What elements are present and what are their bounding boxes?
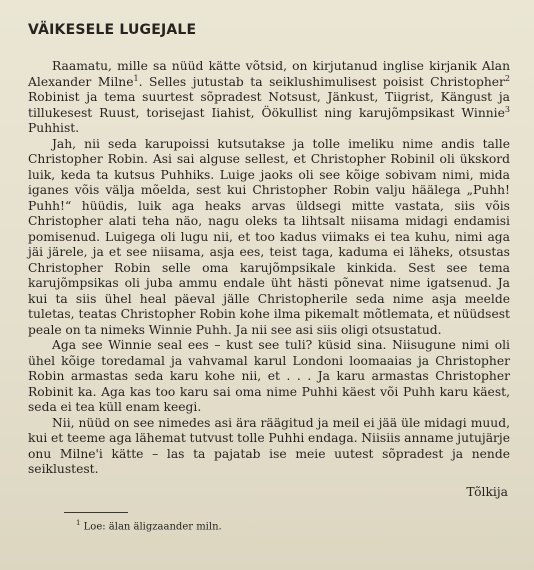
- paragraph-closing: Nii, nüüd on see nimedes asi ära räägitud ja meil ei jää üle midagi muud, kui et teeme aga lähemat tutvust tolle Puhhi endaga. Niisiis anname jutujärje onu Milne'i kätte – las ta pajatab ise meie uutest sõpradest ja nende seiklustest.: [28, 415, 510, 476]
- paragraph-name-origin: Jah, nii seda karupoissi kutsutakse ja tolle imeliku nime andis talle Christopher Robin. Asi sai alguse sellest, et Christopher Robinil oli ükskord luik, keda ta kutsus Puhhiks. Luige jaoks oli see kõige sobivam nimi, mida iganes võis välja mõelda, sest kui Christopher Robin valju häälega „Puhh! Puhh!“ hüüdis, luik aga heaks arvas üldsegi mitte vastata, siis võis Christopher alati teha näo, nagu oleks ta lihtsalt niisama midagi endamisi pomisenud. Luigega oli lugu nii, et too kadus viimaks ei tea kuhu, nimi aga jäi järele, ja et see niisama, asja ees, teist taga, kaduma ei läheks, otsustas Christopher Robin selle oma karujõmpsikale kinkida. Sest see tema karujõmpsikas oli juba ammu endale üht hästi põnevat nime igatsenud. Ja kui ta siis ühel heal päeval jälle Christopherile seda nime asja meelde tuletas, teatas Christopher Robin kohe ilma pikemalt mõtlemata, et nüüdsest peale on ta nimeks Winnie Puhh. Ja nii see asi siis oligi otsustatud.: [28, 136, 510, 337]
- paragraph-text: . Selles jutustab ta seiklushimulisest poisist Christopher: [138, 74, 505, 89]
- paragraph-text: Raamatu, mille sa nüüd kätte võtsid, on kirjutanud inglise kirjanik Alan Alexander Milne: [28, 59, 510, 89]
- footnote-marker: 3: [504, 104, 510, 114]
- paragraph-intro: [28, 59, 510, 137]
- footnote-number: 1: [76, 518, 81, 527]
- page-heading: VÄIKESELE LUGEJALE: [28, 22, 197, 38]
- footnote-marker: 1: [133, 73, 139, 83]
- footnote: [76, 519, 510, 532]
- translator-signature: Tõlkija: [466, 484, 508, 499]
- paragraph-winnie: Aga see Winnie seal ees – kust see tuli? küsid sina. Niisugune nimi oli ühel kõige toredamal ja vahvamal karul Londoni loomaaias ja Christopher Robin armastas seda karu kohe nii, et . . . Ja karu armastas Christopher Robinit ka. Aga kas too karu sai oma nime Puhhi käest või Puhh karu käest, seda ei tea küll enam keegi.: [28, 338, 510, 414]
- footnote-text: Loe: älan äligzaander miln.: [83, 520, 222, 532]
- paragraph-text: Puhhist.: [28, 121, 80, 135]
- paragraph-text: Robinist ja tema suurtest sõpradest Notsust, Jänkust, Tiigrist, Kängust ja tillukesest Ruust, torisejast Iiahist, Öökullist ning karujõmpsikast Winnie: [28, 90, 510, 120]
- footnote-marker: 2: [504, 73, 511, 83]
- footnote-divider: [64, 512, 128, 513]
